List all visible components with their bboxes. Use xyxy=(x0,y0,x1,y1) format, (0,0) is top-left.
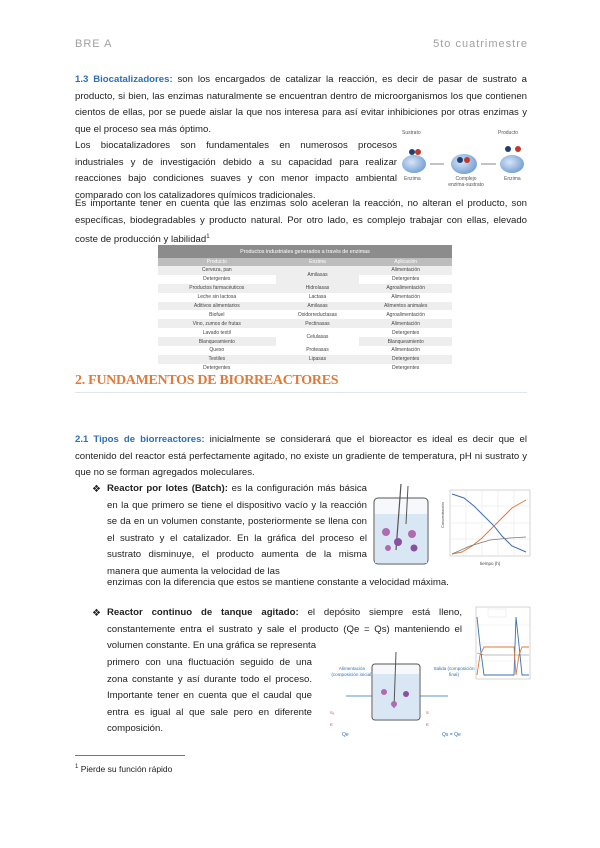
section-2-1-title: Tipos de biorreactores: xyxy=(93,434,205,445)
table-cell: Detergentes xyxy=(158,364,276,373)
heading-divider xyxy=(75,392,527,393)
label-enzyme-2: Enzima xyxy=(504,176,521,182)
cstr-qe-label: Qe xyxy=(342,732,349,738)
batch-paragraph xyxy=(107,481,367,581)
section-1-3-title: Biocatalizadores: xyxy=(93,74,173,85)
label-substrate: Sustrato xyxy=(402,130,421,136)
biocatalysts-paragraph: Los biocatalizadores son fundamentales en numerosos procesos industriales y de investigación debido a su capacidad para realizar reacciones bajo condiciones suaves y con menor impacto ambiental comparado con los catalizadores químicos tradicionales. xyxy=(75,140,397,201)
table-row xyxy=(158,355,452,364)
table-row xyxy=(158,302,452,311)
table-header-application: Aplicación xyxy=(359,258,452,266)
footnote-number: 1 xyxy=(75,764,79,771)
footnote xyxy=(75,764,172,774)
header-right: 5to cuatrimestre xyxy=(433,38,528,50)
section-2-1-text: inicialmente se considerará que el bioreactor es ideal es decir que el contenido del reactor está perfectamente agitado, no existe un gradiente de temperatura, pH ni sustrato y que no se forman agregados moleculares. xyxy=(75,434,528,478)
header-left: BRE A xyxy=(75,38,113,50)
table-cell: Alimentación xyxy=(359,346,452,355)
table-cell: Lactasa xyxy=(276,293,360,302)
table-cell: Proteasas xyxy=(276,346,360,355)
batch-paragraph-continuation: enzimas con la diferencia que estos se mantiene constante a velocidad máxima. xyxy=(107,577,449,588)
table-header-enzyme: Enzima xyxy=(276,258,360,266)
table-cell: Biofuel xyxy=(158,310,276,319)
table-row xyxy=(158,266,452,275)
table-cell: Textiles xyxy=(158,355,276,364)
table-cell: Alimentación xyxy=(359,319,452,328)
table-cell: Agroalimentación xyxy=(359,284,452,293)
label-product: Producto xyxy=(498,130,519,136)
enzyme-mechanism-figure xyxy=(400,130,528,192)
batch-title: Reactor por lotes (Batch): xyxy=(107,483,228,494)
footnote-divider xyxy=(75,755,185,756)
table-cell: Leche sin lactosa xyxy=(158,293,276,302)
cstr-concentration-chart xyxy=(466,605,532,691)
table-cell: Blanqueamiento xyxy=(359,337,452,346)
cstr-inlet-label: Alimentación (composición inicial) xyxy=(331,666,373,677)
section-2-heading: 2. FUNDAMENTOS DE BIORREACTORES xyxy=(75,373,339,388)
batch-reactor-icon xyxy=(368,484,434,568)
table-cell-merged: Amilasas xyxy=(276,266,360,284)
table-cell: Lipasas xyxy=(276,355,360,364)
table-cell: Alimentos animales xyxy=(359,302,452,311)
diamond-bullet-icon: ❖ xyxy=(92,484,101,495)
svg-text:S₀: S₀ xyxy=(330,710,335,715)
table-row xyxy=(158,284,452,293)
table-cell: Amilasas xyxy=(276,302,360,311)
batch-concentration-chart xyxy=(440,488,532,568)
table-title: Productos industriales generados a través de enzimas xyxy=(158,245,452,258)
cstr-outlet-label: Salida (composición final) xyxy=(433,666,475,677)
table-cell xyxy=(276,364,360,373)
table-cell: Detergentes xyxy=(359,355,452,364)
table-row xyxy=(158,328,452,337)
cstr-text: el depósito siempre está lleno, constantemente entra el sustrato y sale el producto (Qe = Qs) manteniendo el volumen constante. En una gráfica se representa xyxy=(107,607,462,652)
diamond-bullet-icon: ❖ xyxy=(92,608,101,619)
table-cell: Vino, zumos de frutas xyxy=(158,319,276,328)
table-cell: Alimentación xyxy=(359,266,452,275)
table-row xyxy=(158,319,452,328)
section-1-3-number: 1.3 xyxy=(75,74,89,85)
table-cell: Detergentes xyxy=(359,275,452,284)
section-2-1-paragraph xyxy=(75,432,527,482)
table-cell: Detergentes xyxy=(158,275,276,284)
table-cell: Hidrolasas xyxy=(276,284,360,293)
enzyme-properties-text: Es importante tener en cuenta que las enzimas solo aceleran la reacción, no alteran el producto, son específicas, biodegradables y producto natural. Por otro lado, es complejo trabajar con ellas, elevado coste de producción y labilidad xyxy=(75,198,527,246)
batch-text: es la configuración más básica en la que primero se tiene el dispositivo vacío y la reacción se da en un volumen constante, posteriormente se llena con el sustrato y el catalizador. En la gráfica del proceso el sustrato disminuye, el producto aumenta de la misma manera que aumenta la velocidad de las xyxy=(107,483,367,577)
table-row xyxy=(158,364,452,373)
table-cell: Detergentes xyxy=(359,328,452,337)
enzymes-table xyxy=(158,245,452,373)
svg-text:E: E xyxy=(330,722,333,727)
footnote-ref: 1 xyxy=(206,234,210,240)
table-cell: Aditivos alimentarios xyxy=(158,302,276,311)
cstr-paragraph xyxy=(107,605,462,655)
batch-chart-xlabel: tiempo (h) xyxy=(480,561,501,566)
cstr-qs-label: Qs = Qe xyxy=(442,732,461,738)
cstr-title: Reactor continuo de tanque agitado: xyxy=(107,607,299,618)
footnote-text: Pierde su función rápido xyxy=(80,764,173,774)
table-row xyxy=(158,346,452,355)
table-cell: Productos farmacéuticos xyxy=(158,284,276,293)
table-cell: Agroalimentación xyxy=(359,310,452,319)
table-row xyxy=(158,293,452,302)
table-row xyxy=(158,310,452,319)
table-cell: Alimentación xyxy=(359,293,452,302)
table-cell: Oxidorreductasas xyxy=(276,310,360,319)
table-cell: Queso xyxy=(158,346,276,355)
table-cell: Detergentes xyxy=(359,364,452,373)
table-cell: Blanqueamiento xyxy=(158,337,276,346)
section-1-3-paragraph xyxy=(75,72,527,138)
table-cell-merged: Celulasas xyxy=(276,328,360,346)
svg-text:S: S xyxy=(426,710,429,715)
label-enzyme-1: Enzima xyxy=(404,176,421,182)
cstr-paragraph-continuation: primero con una fluctuación seguido de una zona constante y así durante todo el proceso. Importante tener en cuenta que el caudal que entra es igual al que sale pero en diferente composición. xyxy=(107,657,312,735)
section-1-3-text: son los encargados de catalizar la reacción, es decir de pasar de sustrato a producto, si bien, las enzimas naturalmente se encuentran dentro de microorganismos los que contienen cientos de ellas, por se puede aislar la que nos interesa para así evitar inhibiciones por otras enzimas y que el proceso sea más óptimo. xyxy=(75,74,527,135)
section-2-1-number: 2.1 xyxy=(75,434,89,445)
table-cell: Pectinasas xyxy=(276,319,360,328)
svg-text:E: E xyxy=(426,722,429,727)
table-header-product: Producto xyxy=(158,258,276,266)
batch-chart-ylabel: Concentración xyxy=(440,502,445,528)
label-complex: Complejo enzima-sustrato xyxy=(448,176,484,188)
table-cell: Cerveza, pan xyxy=(158,266,276,275)
table-cell: Lavado textil xyxy=(158,328,276,337)
enzyme-properties-paragraph xyxy=(75,196,527,249)
